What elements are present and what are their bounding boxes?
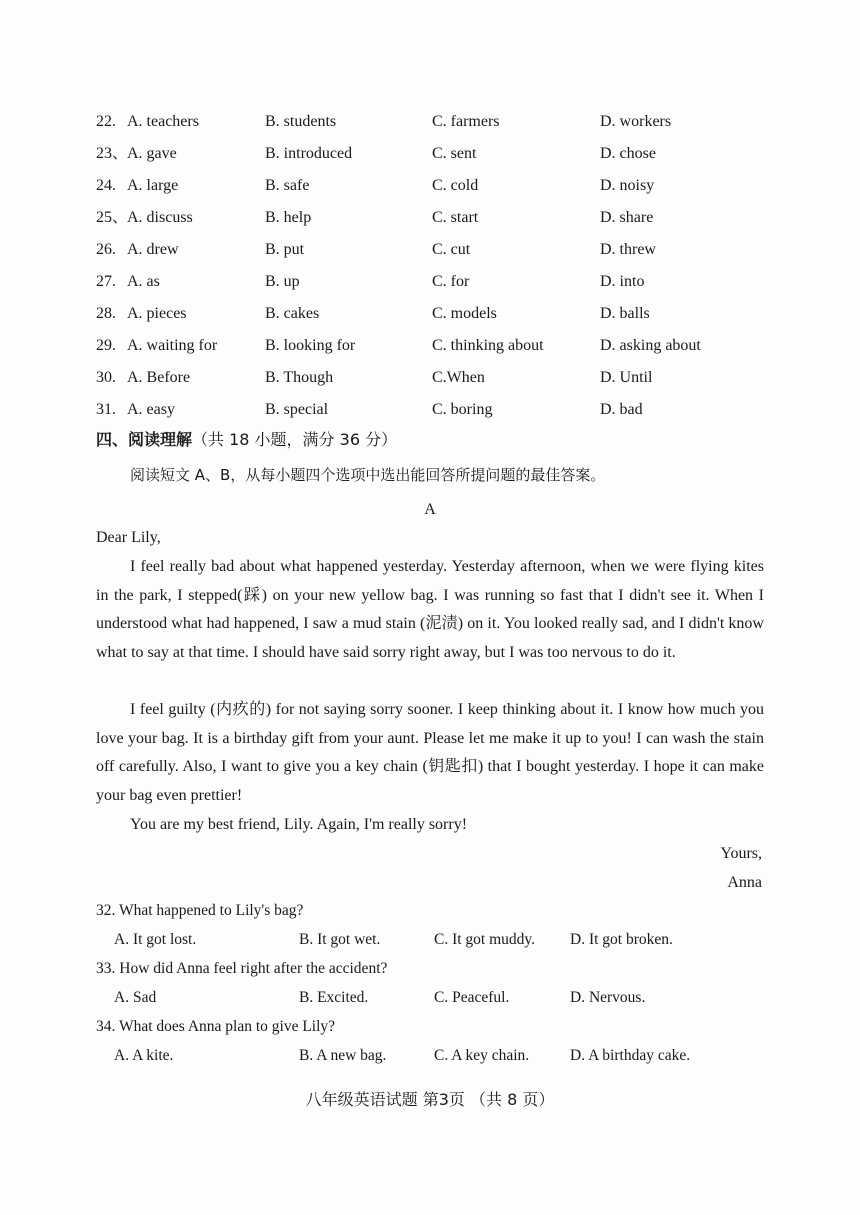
option-c: C. cut	[432, 241, 471, 258]
option-b: B. special	[265, 401, 329, 418]
option-d: D. bad	[600, 401, 643, 418]
option-b: B. introduced	[265, 145, 353, 162]
option-c: C. cold	[432, 177, 479, 194]
question-number: 22.	[96, 113, 116, 130]
question-33-options	[114, 986, 754, 1010]
option-b: B. cakes	[265, 305, 320, 322]
option-row-24	[96, 174, 776, 198]
option-c: C. models	[432, 305, 497, 322]
option-c: C. start	[432, 209, 479, 226]
section-heading	[96, 428, 397, 452]
question-number: 29.	[96, 337, 116, 354]
option-a: A. Sad	[114, 989, 157, 1006]
question-34-stem: 34. What does Anna plan to give Lily?	[96, 1018, 336, 1035]
letter-salutation: Dear Lily,	[96, 529, 161, 546]
option-a: A. drew	[127, 241, 179, 258]
section-title: 四、阅读理解	[96, 430, 193, 449]
option-row-27	[96, 270, 776, 294]
question-34-options	[114, 1044, 754, 1068]
option-b: B. help	[265, 209, 312, 226]
option-d: D. balls	[600, 305, 650, 322]
option-row-31	[96, 398, 776, 422]
option-d: D. threw	[600, 241, 656, 258]
page-footer: 八年级英语试题 第3页 （共 8 页）	[305, 1090, 555, 1109]
option-d: D. Nervous.	[570, 989, 646, 1006]
option-b: B. Though	[265, 369, 334, 386]
option-b: B. It got wet.	[299, 931, 381, 948]
question-33-stem: 33. How did Anna feel right after the accident?	[96, 960, 388, 977]
question-number: 25、	[96, 209, 129, 226]
option-c: C. It got muddy.	[434, 931, 536, 948]
option-c: C. farmers	[432, 113, 500, 130]
question-32-options	[114, 928, 754, 952]
option-d: D. noisy	[600, 177, 655, 194]
option-b: B. students	[265, 113, 337, 130]
option-c: C. for	[432, 273, 470, 290]
option-d: D. asking about	[600, 337, 701, 354]
option-b: B. A new bag.	[299, 1047, 387, 1064]
option-c: C. A key chain.	[434, 1047, 530, 1064]
option-row-26	[96, 238, 776, 262]
option-row-23	[96, 142, 776, 166]
option-a: A. gave	[127, 145, 177, 162]
option-d: D. Until	[600, 369, 653, 386]
question-number: 27.	[96, 273, 116, 290]
passage-label: A	[424, 501, 436, 518]
option-c: C. boring	[432, 401, 493, 418]
option-a: A. large	[127, 177, 179, 194]
letter-signature: Anna	[727, 874, 762, 891]
option-a: A. teachers	[127, 113, 199, 130]
option-a: A. as	[127, 273, 160, 290]
option-a: A. It got lost.	[114, 931, 197, 948]
letter-paragraph-3: You are my best friend, Lily. Again, I'm really sorry!	[130, 816, 468, 833]
letter-closing: Yours,	[720, 845, 762, 862]
option-a: A. discuss	[127, 209, 193, 226]
option-c: C. sent	[432, 145, 477, 162]
section-instruction: 阅读短文 A、B，从每小题四个选项中选出能回答所提问题的最佳答案。	[130, 466, 606, 484]
option-b: B. Excited.	[299, 989, 369, 1006]
option-b: B. put	[265, 241, 305, 258]
option-row-28	[96, 302, 776, 326]
option-row-30	[96, 366, 776, 390]
question-32-stem: 32. What happened to Lily's bag?	[96, 902, 304, 919]
paragraph-text: I feel guilty (内疚的) for not saying sorry sooner. I keep thinking about it. I know how much you love your bag. It is a birthday gift from your aunt. Please let me make it up to you! I can wash the stain off carefully. Also, I want to give you a key chain (钥匙扣) that I bought yesterday. I hope it can make your bag even prettier!	[96, 701, 764, 805]
option-row-22	[96, 110, 776, 134]
option-d: D. It got broken.	[570, 931, 673, 948]
question-number: 30.	[96, 369, 116, 386]
option-a: A. A kite.	[114, 1047, 174, 1064]
question-number: 24.	[96, 177, 116, 194]
option-c: C. thinking about	[432, 337, 544, 354]
question-number: 23、	[96, 145, 129, 162]
option-a: A. Before	[127, 369, 191, 386]
option-row-29	[96, 334, 776, 358]
letter-paragraph-1	[96, 553, 764, 668]
option-b: B. looking for	[265, 337, 356, 354]
option-d: D. workers	[600, 113, 672, 130]
option-c: C. Peaceful.	[434, 989, 510, 1006]
section-score-note: （共 18 小题，满分 36 分）	[192, 430, 398, 449]
option-c: C.When	[432, 369, 485, 386]
letter-paragraph-2	[96, 696, 764, 811]
option-d: D. chose	[600, 145, 656, 162]
question-number: 31.	[96, 401, 116, 418]
option-d: D. share	[600, 209, 654, 226]
option-d: D. into	[600, 273, 645, 290]
option-d: D. A birthday cake.	[570, 1047, 691, 1064]
option-b: B. safe	[265, 177, 310, 194]
paragraph-text: I feel really bad about what happened yesterday. Yesterday afternoon, when we were flying kites in the park, I stepped(踩) on your new yellow bag. I was running so fast that I didn't see it. When I understood what had happened, I saw a mud stain (泥渍) on it. You looked really sad, and I didn't know what to say at that time. I should have said sorry right away, but I was too nervous to do it.	[96, 558, 764, 662]
option-a: A. pieces	[127, 305, 187, 322]
question-number: 28.	[96, 305, 116, 322]
option-a: A. easy	[127, 401, 175, 418]
option-b: B. up	[265, 273, 300, 290]
question-number: 26.	[96, 241, 116, 258]
option-a: A. waiting for	[127, 337, 218, 354]
option-row-25	[96, 206, 776, 230]
